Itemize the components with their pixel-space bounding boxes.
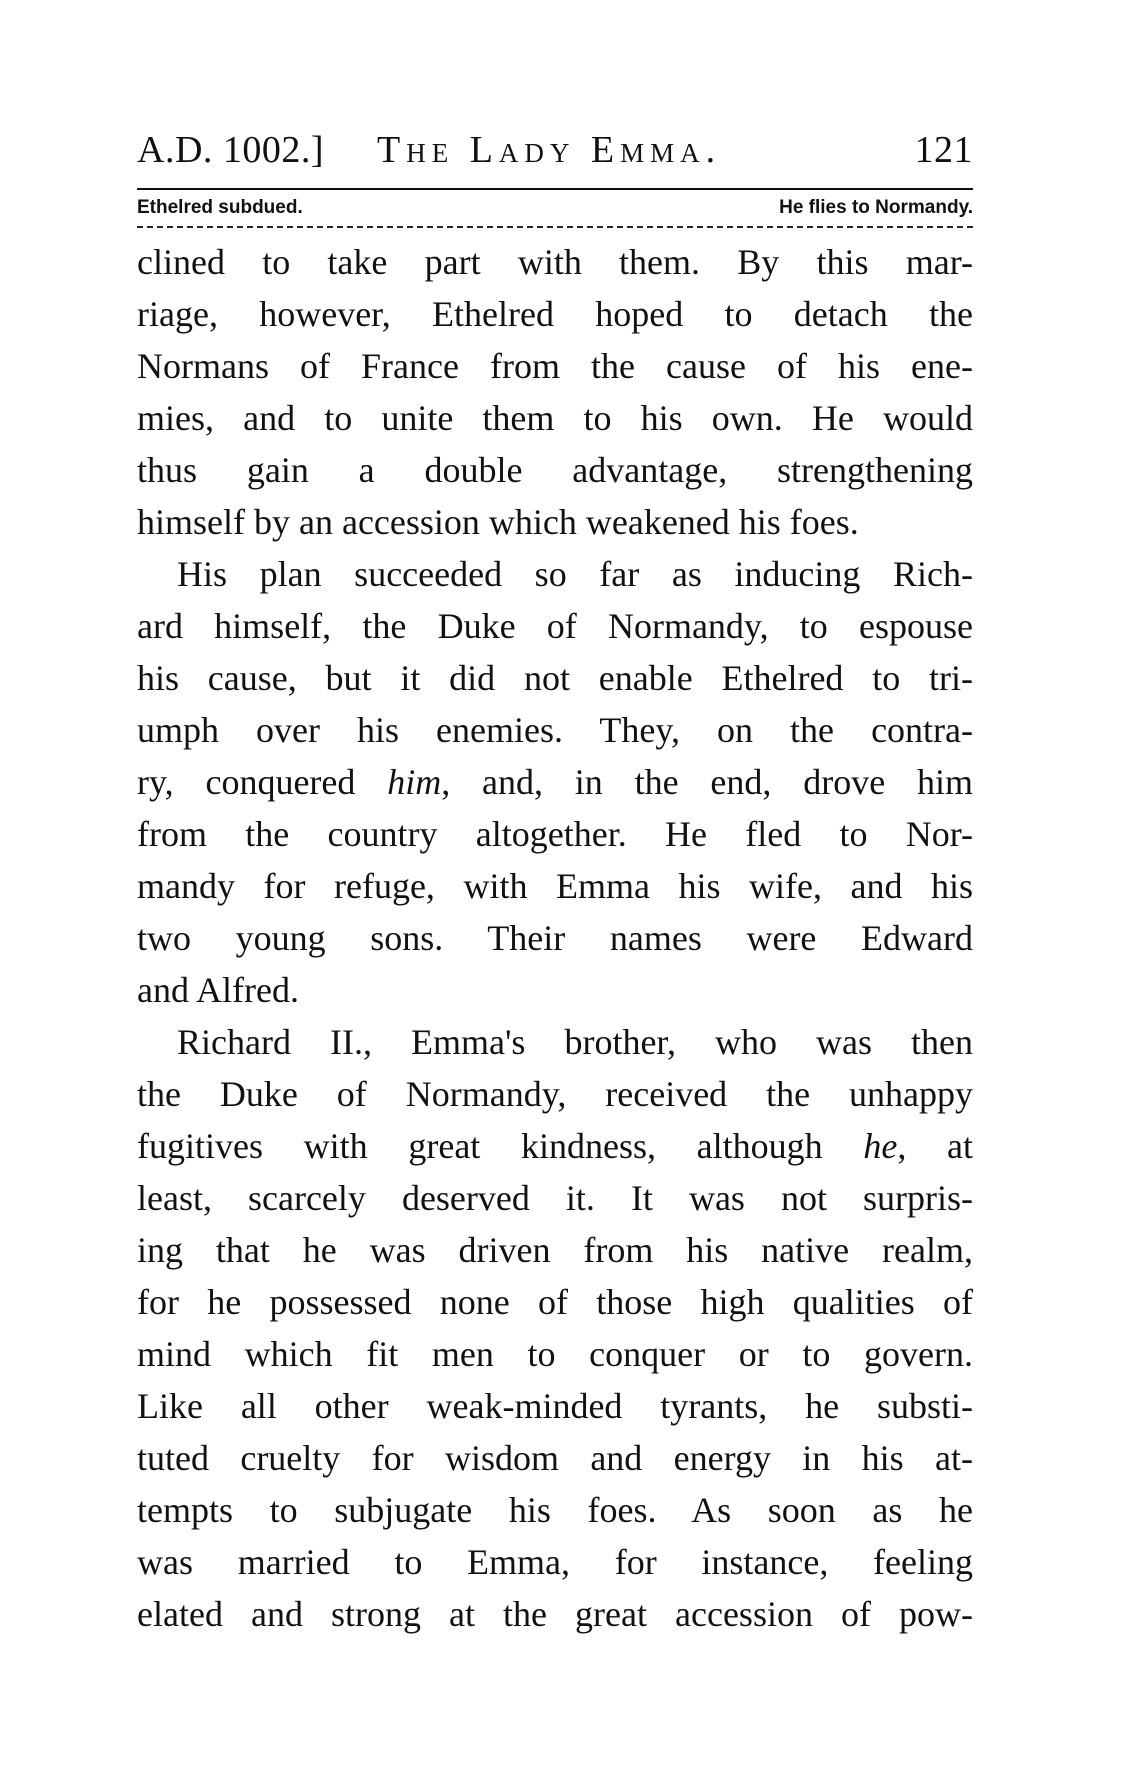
text-fragment: , and, in the end, drove him	[441, 762, 973, 802]
text-line: clined to take part with them. By this mar-	[137, 242, 973, 282]
paragraph-3	[137, 1016, 973, 1640]
paragraph-1	[137, 236, 973, 548]
header-title: The Lady Emma.	[377, 129, 722, 171]
text-line: his cause, but it did not enable Ethelred to tri-	[137, 658, 973, 698]
text-line: himself by an accession which weakened his foes.	[137, 502, 859, 542]
running-head	[137, 120, 973, 180]
paragraph-2	[137, 548, 973, 1016]
text-fragment: fugitives with great kindness, although	[137, 1126, 864, 1166]
text-line: tempts to subjugate his foes. As soon as he	[137, 1490, 973, 1530]
body-text	[137, 236, 973, 1640]
book-page	[137, 120, 973, 1640]
page-number: 121	[914, 129, 973, 171]
text-line: umph over his enemies. They, on the contra-	[137, 710, 973, 750]
text-line: riage, however, Ethelred hoped to detach the	[137, 294, 973, 334]
text-line-mixed	[137, 756, 973, 808]
side-note-right: He flies to Normandy.	[779, 197, 973, 218]
side-note-left: Ethelred subdued.	[137, 197, 303, 218]
text-fragment: ry, conquered	[137, 762, 388, 802]
text-line: ard himself, the Duke of Normandy, to espouse	[137, 606, 973, 646]
italic-word: him	[387, 762, 442, 802]
text-line: mandy for refuge, with Emma his wife, and his	[137, 866, 973, 906]
text-line: and Alfred.	[137, 970, 299, 1010]
text-line: tuted cruelty for wisdom and energy in his at-	[137, 1438, 973, 1478]
text-line: thus gain a double advantage, strengthening	[137, 450, 973, 490]
text-line: least, scarcely deserved it. It was not surpris-	[137, 1178, 973, 1218]
text-line: mind which fit men to conquer or to govern.	[137, 1334, 973, 1374]
text-line: Richard II., Emma's brother, who was then	[177, 1022, 973, 1062]
text-line-mixed	[137, 1120, 973, 1172]
text-fragment: , at	[897, 1126, 973, 1166]
text-line: from the country altogether. He fled to Nor-	[137, 814, 973, 854]
text-line: His plan succeeded so far as inducing Rich-	[177, 554, 973, 594]
side-note-rule	[137, 226, 973, 228]
text-line: Normans of France from the cause of his ene-	[137, 346, 973, 386]
side-notes	[137, 190, 973, 226]
text-line: was married to Emma, for instance, feeling	[137, 1542, 973, 1582]
text-line: for he possessed none of those high qualities of	[137, 1282, 973, 1322]
text-line: the Duke of Normandy, received the unhappy	[137, 1074, 973, 1114]
italic-word: he	[863, 1126, 898, 1166]
text-line: mies, and to unite them to his own. He would	[137, 398, 973, 438]
text-line: ing that he was driven from his native realm,	[137, 1230, 973, 1270]
text-line: elated and strong at the great accession of pow-	[137, 1594, 973, 1634]
text-line: Like all other weak-minded tyrants, he substi-	[137, 1386, 973, 1426]
header-year: A.D. 1002.]	[137, 129, 325, 171]
text-line: two young sons. Their names were Edward	[137, 918, 973, 958]
